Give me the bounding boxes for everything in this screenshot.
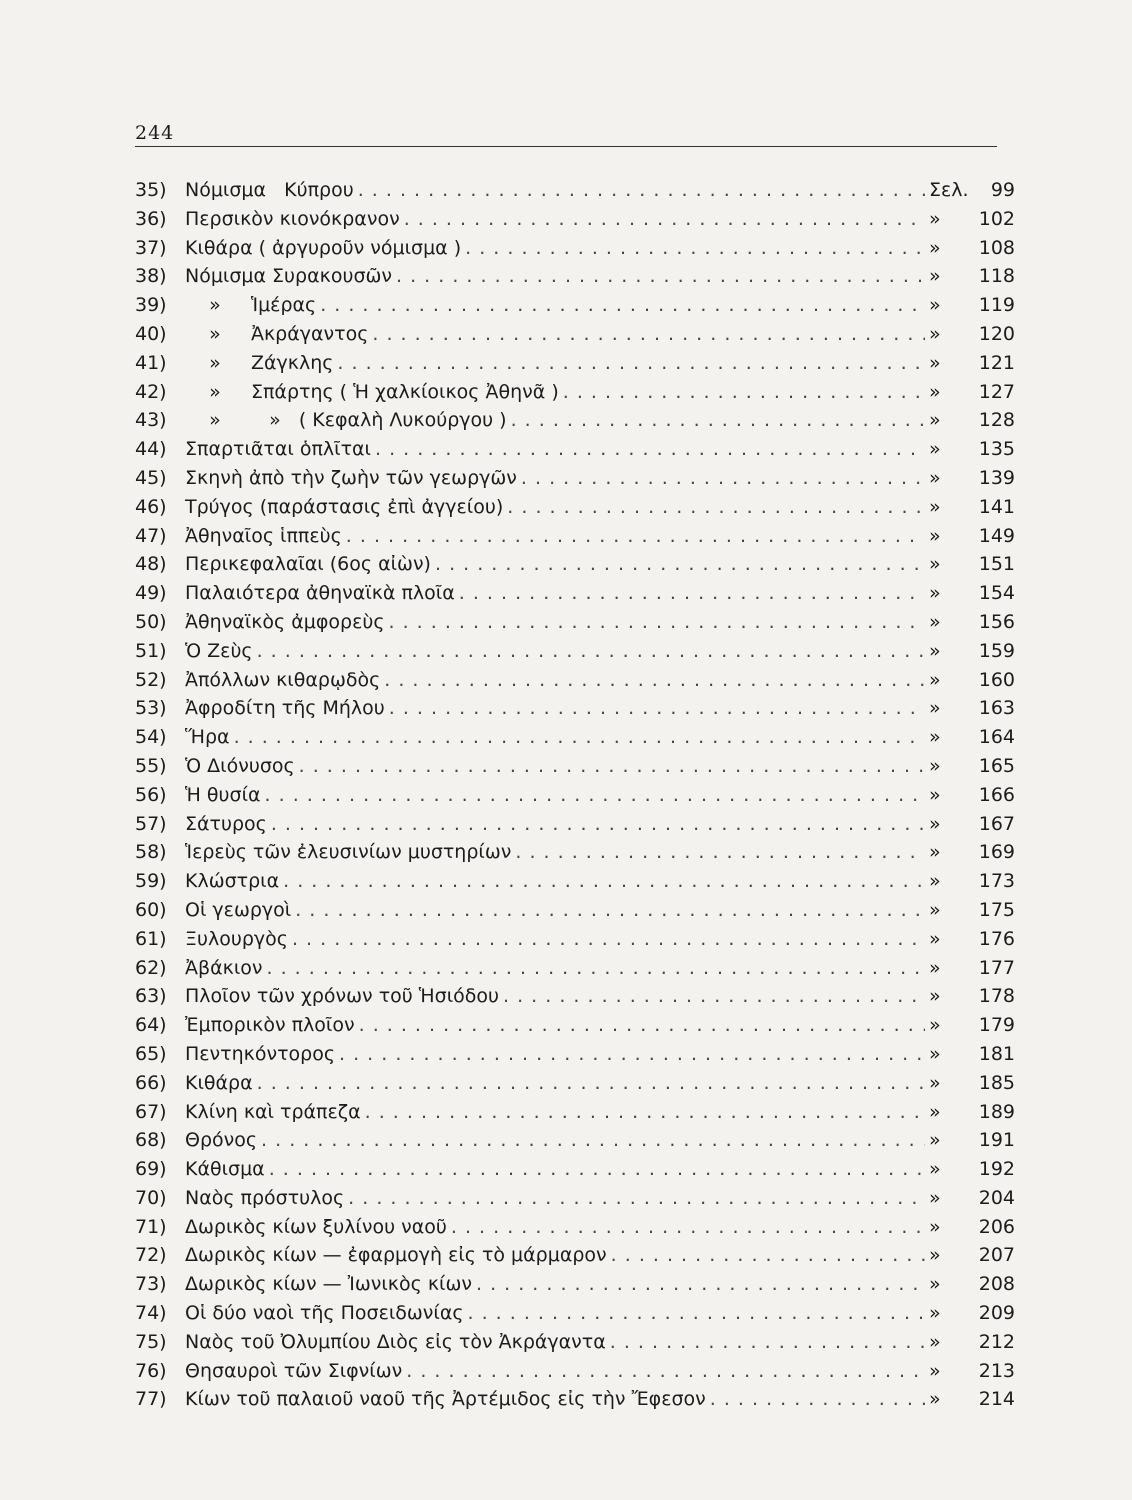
entry-title: Ἀθηναϊκὸς ἀμφορεὺς: [185, 610, 385, 633]
entry-page-number: 159: [978, 639, 1015, 662]
entry-page-mark: »: [929, 582, 941, 605]
entry-number: 46): [135, 495, 167, 518]
dot-leader: [451, 1213, 925, 1242]
entry-page-number: 173: [978, 870, 1015, 893]
entry-page-number: 99: [990, 179, 1015, 201]
entry-number: 39): [135, 294, 167, 317]
dot-leader: [257, 1069, 925, 1098]
entry-number: 54): [135, 726, 167, 749]
dot-leader: [299, 752, 925, 781]
entry-number: 52): [135, 668, 167, 691]
entry-title: Ναὸς τοῦ Ὀλυμπίου Διὸς εἰς τὸν Ἀκράγαντα: [185, 1330, 606, 1353]
entry-page-mark: »: [929, 207, 941, 230]
entry-number: 42): [135, 380, 167, 403]
entry-title: » Ἀκράγαντος: [185, 322, 369, 345]
entry-page-number: 214: [978, 1388, 1015, 1411]
entry-number: 36): [135, 207, 167, 230]
entry-page-mark: »: [929, 1014, 941, 1037]
entry-number: 51): [135, 639, 167, 662]
entry-page-mark: »: [929, 697, 941, 720]
dot-leader: [265, 781, 925, 810]
entry-number: 59): [135, 870, 167, 893]
entry-page-number: 127: [978, 380, 1015, 403]
entry-title: Ἀβάκιον: [185, 956, 263, 979]
dot-leader: [511, 406, 925, 435]
list-item: [135, 838, 1015, 867]
entry-number: 48): [135, 553, 167, 576]
entry-number: 72): [135, 1244, 167, 1267]
list-item: [135, 464, 1015, 493]
entry-title: Κιθάρα: [185, 1071, 253, 1094]
dot-leader: [476, 1270, 925, 1299]
entry-page-mark: »: [929, 351, 941, 374]
entry-title: Δωρικὸς κίων — ἐφαρμογὴ εἰς τὸ μάρμαρον: [185, 1244, 607, 1267]
entry-page-number: 166: [978, 783, 1015, 806]
entry-title: Θρόνος: [185, 1129, 258, 1152]
list-item: [135, 522, 1015, 551]
entry-page-mark: »: [929, 236, 941, 259]
dot-leader: [406, 1357, 925, 1386]
dot-leader: [372, 320, 925, 349]
entry-page-number: 192: [978, 1158, 1015, 1181]
entry-title: Οἱ δύο ναοὶ τῆς Ποσειδωνίας: [185, 1302, 464, 1325]
dot-leader: [339, 1040, 925, 1069]
entry-page-mark: »: [929, 1273, 941, 1296]
entry-page-number: 209: [978, 1302, 1015, 1325]
dot-leader: [404, 205, 925, 234]
entry-number: 56): [135, 783, 167, 806]
entry-title: Δωρικὸς κίων — Ἰωνικὸς κίων: [185, 1273, 472, 1296]
entry-title: Κλώστρια: [185, 870, 280, 893]
entry-page-mark: »: [929, 841, 941, 864]
entry-title: Πλοῖον τῶν χρόνων τοῦ Ἡσιόδου: [185, 985, 500, 1008]
entry-page-mark: »: [929, 1129, 941, 1152]
dot-leader: [257, 637, 925, 666]
list-item: [135, 781, 1015, 810]
entry-page-mark: »: [929, 812, 941, 835]
dot-leader: [563, 378, 925, 407]
entry-number: 77): [135, 1388, 167, 1411]
dot-leader: [610, 1328, 925, 1357]
dot-leader: [389, 608, 926, 637]
dot-leader: [375, 435, 925, 464]
entry-number: 67): [135, 1100, 167, 1123]
entry-page-mark: »: [929, 495, 941, 518]
entry-page-mark: »: [929, 524, 941, 547]
entry-page-number: 178: [978, 985, 1015, 1008]
entry-page-mark: »: [929, 438, 941, 461]
dot-leader: [348, 1184, 925, 1213]
dot-leader: [283, 867, 925, 896]
entry-page-number: 151: [978, 553, 1015, 576]
entry-page-number: 181: [978, 1042, 1015, 1065]
list-item: [135, 666, 1015, 695]
entry-page-mark: »: [929, 927, 941, 950]
entry-number: 65): [135, 1042, 167, 1065]
entry-page-number: 167: [978, 812, 1015, 835]
dot-leader: [459, 579, 925, 608]
entry-page-mark: »: [929, 1388, 941, 1411]
entry-number: 47): [135, 524, 167, 547]
dot-leader: [292, 925, 925, 954]
dot-leader: [337, 349, 925, 378]
entry-page-number: 128: [978, 409, 1015, 432]
list-item: [135, 1328, 1015, 1357]
entry-title: Περικεφαλαῖαι (6ος αἰὼν): [185, 553, 431, 576]
dot-leader: [435, 550, 925, 579]
entry-page-mark: Σελ.: [929, 179, 969, 201]
list-item: [135, 752, 1015, 781]
list-item: [135, 810, 1015, 839]
entry-title: Ναὸς πρόστυλος: [185, 1186, 345, 1209]
entry-page-mark: »: [929, 1071, 941, 1094]
list-item: [135, 320, 1015, 349]
dot-leader: [611, 1241, 925, 1270]
list-item: [135, 723, 1015, 752]
entry-page-mark: »: [929, 409, 941, 432]
entry-number: 76): [135, 1359, 167, 1382]
list-item: [135, 291, 1015, 320]
entry-page-number: 149: [978, 524, 1015, 547]
entry-page-mark: »: [929, 1330, 941, 1353]
entry-number: 49): [135, 582, 167, 605]
entry-number: 62): [135, 956, 167, 979]
entry-number: 69): [135, 1158, 167, 1181]
entry-title: Ἥρα: [185, 726, 230, 749]
list-item: [135, 1299, 1015, 1328]
entry-page-number: 165: [978, 754, 1015, 777]
entry-page-mark: »: [929, 1359, 941, 1382]
entry-title: » Ἱμέρας: [185, 294, 317, 317]
list-item: [135, 493, 1015, 522]
entry-title: Νόμισμα Κύπρου: [185, 179, 354, 201]
entry-page-number: 177: [978, 956, 1015, 979]
entry-page-mark: »: [929, 1158, 941, 1181]
entry-title: Σκηνὴ ἀπὸ τὴν ζωὴν τῶν γεωργῶν: [185, 466, 517, 489]
entry-title: Νόμισμα Συρακουσῶν: [185, 265, 393, 288]
list-item: [135, 694, 1015, 723]
entry-title: Σπαρτιᾶται ὁπλῖται: [185, 438, 371, 461]
page-number: 244: [135, 122, 175, 144]
list-item: [135, 550, 1015, 579]
list-item: [135, 1184, 1015, 1213]
list-item: [135, 1213, 1015, 1242]
entry-number: 38): [135, 265, 167, 288]
entry-page-number: 120: [978, 322, 1015, 345]
entry-number: 64): [135, 1014, 167, 1037]
dot-leader: [389, 694, 925, 723]
entry-page-mark: »: [929, 783, 941, 806]
entry-number: 57): [135, 812, 167, 835]
dot-leader: [365, 1098, 925, 1127]
entry-page-number: 141: [978, 495, 1015, 518]
dot-leader: [503, 982, 925, 1011]
list-item: [135, 982, 1015, 1011]
entry-page-number: 191: [978, 1129, 1015, 1152]
entry-title: » Ζάγκλης: [185, 351, 334, 374]
dot-leader: [521, 464, 925, 493]
entry-page-mark: »: [929, 754, 941, 777]
entry-page-number: 185: [978, 1071, 1015, 1094]
entry-page-mark: »: [929, 380, 941, 403]
entry-title: Ἱερεὺς τῶν ἐλευσινίων μυστηρίων: [185, 841, 512, 864]
entry-title: Κλίνη καὶ τράπεζα: [185, 1100, 361, 1123]
entry-title: » » ( Κεφαλὴ Λυκούργου ): [185, 409, 507, 432]
entry-title: Κίων τοῦ παλαιοῦ ναοῦ τῆς Ἀρτέμιδος εἰς τὴν Ἔφεσον: [185, 1388, 706, 1411]
entry-page-number: 176: [978, 927, 1015, 950]
dot-leader: [465, 234, 925, 263]
entry-number: 53): [135, 697, 167, 720]
list-item: [135, 925, 1015, 954]
entry-title: Δωρικὸς κίων ξυλίνου ναοῦ: [185, 1215, 447, 1238]
list-item: [135, 1011, 1015, 1040]
dot-leader: [358, 176, 925, 205]
entry-page-mark: »: [929, 466, 941, 489]
entry-title: Θησαυροὶ τῶν Σιφνίων: [185, 1359, 403, 1382]
list-item: [135, 1098, 1015, 1127]
entry-title: Παλαιότερα ἀθηναϊκὰ πλοῖα: [185, 582, 455, 605]
entry-number: 58): [135, 841, 167, 864]
entry-page-number: 189: [978, 1100, 1015, 1123]
entry-page-number: 154: [978, 582, 1015, 605]
entry-page-mark: »: [929, 668, 941, 691]
list-item: [135, 378, 1015, 407]
entry-number: 43): [135, 409, 167, 432]
list-item: [135, 867, 1015, 896]
entry-number: 68): [135, 1129, 167, 1152]
list-item: [135, 262, 1015, 291]
entry-page-mark: »: [929, 294, 941, 317]
list-item: [135, 954, 1015, 983]
entry-number: 74): [135, 1302, 167, 1325]
entry-number: 70): [135, 1186, 167, 1209]
entry-page-mark: »: [929, 553, 941, 576]
entry-page-mark: »: [929, 956, 941, 979]
entry-page-number: 160: [978, 668, 1015, 691]
entry-title: Κιθάρα ( ἀργυροῦν νόμισμα ): [185, 236, 462, 259]
entry-page-number: 163: [978, 697, 1015, 720]
entry-page-number: 156: [978, 610, 1015, 633]
entry-page-number: 179: [978, 1014, 1015, 1037]
list-item: [135, 1385, 1015, 1414]
entry-page-number: 206: [978, 1215, 1015, 1238]
dot-leader: [234, 723, 925, 752]
entry-page-mark: »: [929, 985, 941, 1008]
list-item: [135, 1241, 1015, 1270]
entry-page-mark: »: [929, 1244, 941, 1267]
list-item: [135, 406, 1015, 435]
entry-title: Σάτυρος: [185, 812, 267, 835]
entry-title: Τρύγος (παράστασις ἐπὶ ἀγγείου): [185, 495, 504, 518]
entry-page-number: 135: [978, 438, 1015, 461]
entry-page-mark: »: [929, 639, 941, 662]
entry-title: Οἱ γεωργοὶ: [185, 898, 292, 921]
dot-leader: [269, 1155, 925, 1184]
entry-page-number: 207: [978, 1244, 1015, 1267]
entry-page-mark: »: [929, 898, 941, 921]
list-item: [135, 1357, 1015, 1386]
illustration-index-list: [135, 176, 1015, 1414]
entry-title: Περσικὸν κιονόκρανον: [185, 207, 400, 230]
entry-number: 50): [135, 610, 167, 633]
entry-page-mark: »: [929, 870, 941, 893]
entry-page-mark: »: [929, 726, 941, 749]
entry-title: Ὁ Διόνυσος: [185, 754, 295, 777]
dot-leader: [261, 1126, 925, 1155]
dot-leader: [320, 291, 925, 320]
entry-page-number: 121: [978, 351, 1015, 374]
entry-number: 44): [135, 438, 167, 461]
entry-number: 45): [135, 466, 167, 489]
entry-title: Ὁ Ζεὺς: [185, 639, 253, 662]
entry-page-number: 139: [978, 466, 1015, 489]
entry-number: 37): [135, 236, 167, 259]
dot-leader: [346, 522, 925, 551]
dot-leader: [359, 1011, 925, 1040]
entry-page-number: 119: [978, 294, 1015, 317]
entry-title: Ἀφροδίτη τῆς Μήλου: [185, 697, 385, 720]
list-item: [135, 1126, 1015, 1155]
entry-page-number: 208: [978, 1273, 1015, 1296]
entry-title: Ἀθηναῖος ἱππεὺς: [185, 524, 342, 547]
dot-leader: [468, 1299, 925, 1328]
list-item: [135, 435, 1015, 464]
entry-page-mark: »: [929, 1302, 941, 1325]
list-item: [135, 1069, 1015, 1098]
entry-number: 35): [135, 179, 167, 201]
entry-number: 63): [135, 985, 167, 1008]
dot-leader: [396, 262, 925, 291]
entry-number: 60): [135, 898, 167, 921]
list-item: [135, 349, 1015, 378]
entry-page-number: 164: [978, 726, 1015, 749]
entry-number: 55): [135, 754, 167, 777]
entry-page-number: 212: [978, 1330, 1015, 1353]
entry-page-mark: »: [929, 1100, 941, 1123]
header-rule: [135, 146, 997, 147]
dot-leader: [507, 493, 925, 522]
list-item: [135, 637, 1015, 666]
entry-page-number: 175: [978, 898, 1015, 921]
list-item: [135, 608, 1015, 637]
dot-leader: [515, 838, 925, 867]
entry-number: 66): [135, 1071, 167, 1094]
entry-number: 40): [135, 322, 167, 345]
entry-page-mark: »: [929, 1042, 941, 1065]
dot-leader: [710, 1385, 925, 1414]
entry-number: 61): [135, 927, 167, 950]
entry-title: Ξυλουργὸς: [185, 927, 288, 950]
entry-title: Πεντηκόντορος: [185, 1042, 335, 1065]
entry-page-number: 108: [978, 236, 1015, 259]
entry-page-number: 102: [978, 207, 1015, 230]
list-item: [135, 1040, 1015, 1069]
entry-number: 75): [135, 1330, 167, 1353]
entry-page-mark: »: [929, 610, 941, 633]
entry-page-mark: »: [929, 1215, 941, 1238]
dot-leader: [295, 896, 925, 925]
dot-leader: [384, 666, 925, 695]
entry-page-mark: »: [929, 1186, 941, 1209]
dot-leader: [271, 810, 925, 839]
entry-page-number: 118: [978, 265, 1015, 288]
entry-title: Κάθισμα: [185, 1158, 265, 1181]
list-item: [135, 1270, 1015, 1299]
list-item: [135, 234, 1015, 263]
entry-title: Ἐμπορικὸν πλοῖον: [185, 1014, 355, 1037]
entry-number: 41): [135, 351, 167, 374]
dot-leader: [267, 954, 925, 983]
entry-page-number: 169: [978, 841, 1015, 864]
entry-page-mark: »: [929, 322, 941, 345]
entry-title: Ἀπόλλων κιθαρῳδὸς: [185, 668, 381, 691]
entry-number: 71): [135, 1215, 167, 1238]
entry-page-number: 213: [978, 1359, 1015, 1382]
entry-number: 73): [135, 1273, 167, 1296]
entry-title: » Σπάρτης ( Ἡ χαλκίοικος Ἀθηνᾶ ): [185, 380, 559, 403]
list-item: [135, 176, 1015, 205]
entry-title: Ἡ θυσία: [185, 783, 261, 806]
entry-page-number: 204: [978, 1186, 1015, 1209]
entry-page-mark: »: [929, 265, 941, 288]
list-item: [135, 579, 1015, 608]
list-item: [135, 1155, 1015, 1184]
list-item: [135, 205, 1015, 234]
list-item: [135, 896, 1015, 925]
